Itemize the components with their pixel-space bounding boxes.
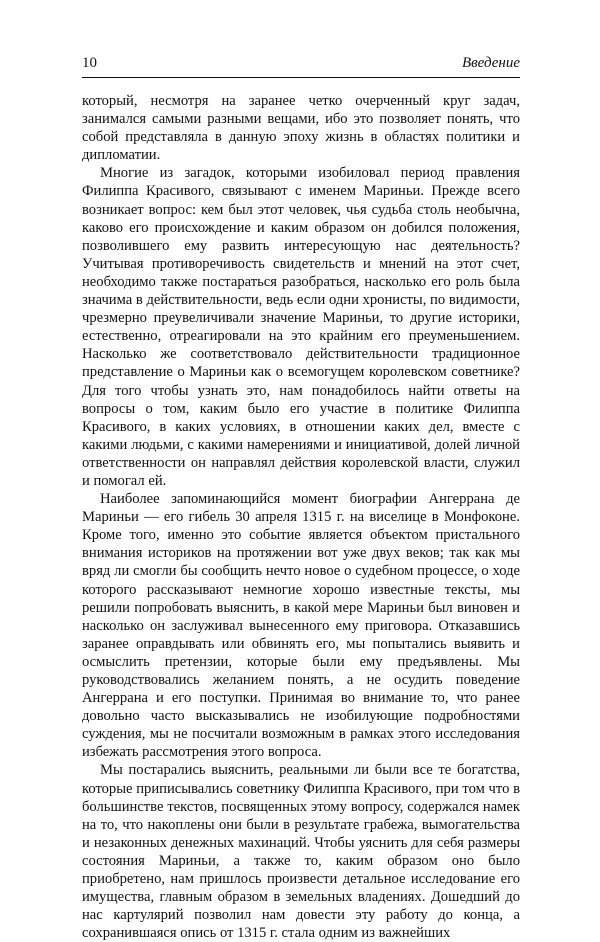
running-title: Введение xyxy=(462,55,520,71)
page-header xyxy=(82,52,520,74)
paragraph-2: Многие из загадок, которыми изобиловал период правления Филиппа Красивого, связывают с именем Мариньи. Прежде всего возникает вопрос: кем был этот человек, чья судьба столь необычна, каково его происхождение и каким образом он добился положения, позволившего ему развить интересующую нас деятельность? Учитывая противоречивость свидетельств и мнений на этот счет, необходимо также постараться разобраться, насколько его роль была значима в действительности, ведь если одни хронисты, по видимости, чрезмерно преувеличивали значение Мариньи, то другие историки, естественно, отреагировали на это крайним его преуменьшением. Насколько же соответствовало действительности традиционное представление о Мариньи как о всемогущем королевском советнике? Для того чтобы узнать это, нам понадобилось найти ответы на вопросы о том, каким было его участие в политике Филиппа Красивого, в каких условиях, в отношении каких дел, вместе с какими людьми, с какими намерениями и инициативой, долей личной ответственности он направлял действия королевской власти, служил и помогал ей. xyxy=(82,165,520,489)
paragraph-3: Наиболее запоминающийся момент биографии Ангеррана де Мариньи — его гибель 30 апреля 1315 г. на виселице в Монфоконе. Кроме того, именно это событие является объектом пристального внимания историков на протяжении вот уже двух веков; так как мы вряд ли смогли бы сообщить нечто новое о судебном процессе, о ходе которого рассказывают немногие хорошо известные тексты, мы решили попробовать выяснить, в какой мере Мариньи был виновен и насколько он заслуживал вынесенного ему приговора. Отказавшись заранее оправдывать или обвинять его, мы попытались выявить и осмыслить претензии, которые были ему предъявлены. Мы руководствовались желанием понять, а не осудить поведение Ангеррана и его поступки. Принимая во внимание то, что ранее довольно часто высказывались не изобилующие подробностями суждения, мы не посчитали возможным в рамках этого исследования избежать рассмотрения этого вопроса. xyxy=(82,491,520,761)
paragraph-4: Мы постарались выяснить, реальными ли были все те богатства, которые приписывались советнику Филиппа Красивого, при том что в большинстве текстов, посвященных этому вопросу, содержался намек на то, что накоплены они были в результате грабежа, вымогательства и незаконных денежных махинаций. Чтобы уяснить для себя размеры состояния Мариньи, а также то, каким образом оно было приобретено, нам пришлось произвести детальное исследование его имущества, главным образом в земельных владениях. Дошедший до нас картулярий позволил нам довести эту работу до конца, а сохранившаяся опись от 1315 г. стала одним из важнейших xyxy=(82,762,520,942)
body-text xyxy=(82,92,520,942)
header-rule xyxy=(82,77,520,78)
page-number: 10 xyxy=(82,55,97,71)
paragraph-1: который, несмотря на заранее четко очерченный круг задач, занимался самыми разными вещами, ибо это позволяет понять, что собой представляла в данную эпоху жизнь в областях политики и дипломатии. xyxy=(82,93,520,164)
